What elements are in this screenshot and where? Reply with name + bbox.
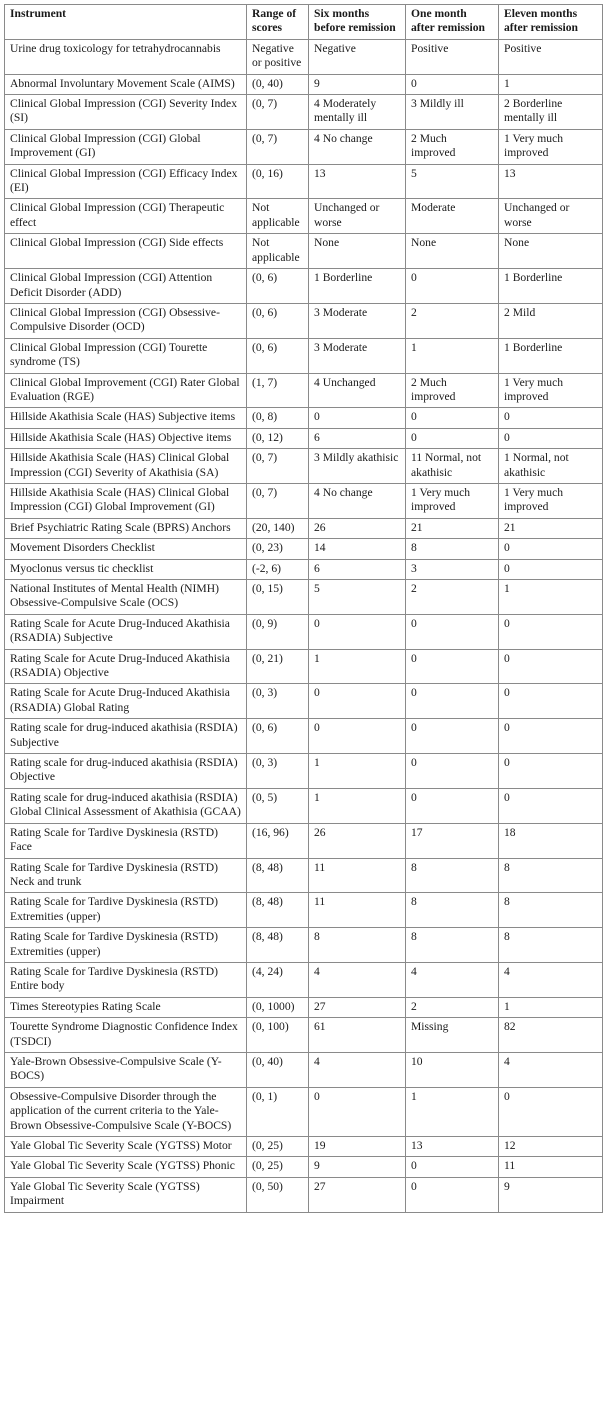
cell-instrument: Brief Psychiatric Rating Scale (BPRS) Anchors <box>5 518 247 538</box>
instrument-table-part-2 <box>4 373 603 1137</box>
cell-one-month-after: 5 <box>406 164 499 199</box>
table-row <box>5 373 603 408</box>
table-row <box>5 1137 603 1157</box>
cell-instrument: Clinical Global Impression (CGI) Side effects <box>5 234 247 269</box>
cell-range: (0, 40) <box>247 1052 309 1087</box>
cell-six-months-before: 4 No change <box>309 129 406 164</box>
cell-instrument: Yale Global Tic Severity Scale (YGTSS) Impairment <box>5 1177 247 1212</box>
cell-six-months-before: 26 <box>309 518 406 538</box>
table-row <box>5 338 603 373</box>
cell-eleven-months-after: 1 Borderline <box>499 269 603 304</box>
cell-instrument: Obsessive-Compulsive Disorder through the application of the current criteria to the Yale-Brown Obsessive-Compulsive Scale (Y-BOCS) <box>5 1087 247 1136</box>
cell-one-month-after: 4 <box>406 962 499 997</box>
cell-one-month-after: 1 <box>406 338 499 373</box>
cell-range: (0, 3) <box>247 684 309 719</box>
header-eleven-months-after: Eleven months after remission <box>499 5 603 40</box>
cell-instrument: Hillside Akathisia Scale (HAS) Subjective items <box>5 408 247 428</box>
cell-range: (0, 6) <box>247 338 309 373</box>
table-row <box>5 449 603 484</box>
cell-eleven-months-after: Unchanged or worse <box>499 199 603 234</box>
cell-one-month-after: 8 <box>406 858 499 893</box>
cell-eleven-months-after: 0 <box>499 754 603 789</box>
cell-instrument: Yale Global Tic Severity Scale (YGTSS) Motor <box>5 1137 247 1157</box>
cell-one-month-after: 0 <box>406 428 499 448</box>
cell-instrument: Urine drug toxicology for tetrahydrocannabis <box>5 39 247 74</box>
cell-one-month-after: 8 <box>406 539 499 559</box>
cell-one-month-after: 8 <box>406 928 499 963</box>
cell-six-months-before: 11 <box>309 893 406 928</box>
cell-one-month-after: 3 Mildly ill <box>406 95 499 130</box>
cell-one-month-after: 0 <box>406 408 499 428</box>
cell-one-month-after: 1 Very much improved <box>406 483 499 518</box>
table-row <box>5 823 603 858</box>
cell-six-months-before: 19 <box>309 1137 406 1157</box>
cell-range: (0, 8) <box>247 408 309 428</box>
cell-instrument: Clinical Global Impression (CGI) Attention Deficit Disorder (ADD) <box>5 269 247 304</box>
cell-range: (20, 140) <box>247 518 309 538</box>
cell-six-months-before: 1 Borderline <box>309 269 406 304</box>
cell-instrument: Rating scale for drug-induced akathisia (RSDIA) Global Clinical Assessment of Akathisia (GCAA) <box>5 788 247 823</box>
cell-one-month-after: Missing <box>406 1018 499 1053</box>
cell-eleven-months-after: 0 <box>499 559 603 579</box>
table-row <box>5 997 603 1017</box>
cell-one-month-after: 11 Normal, not akathisic <box>406 449 499 484</box>
table-row <box>5 483 603 518</box>
cell-range: (4, 24) <box>247 962 309 997</box>
cell-range: Not applicable <box>247 199 309 234</box>
cell-one-month-after: 10 <box>406 1052 499 1087</box>
cell-eleven-months-after: 0 <box>499 788 603 823</box>
table-row <box>5 614 603 649</box>
cell-eleven-months-after: 0 <box>499 684 603 719</box>
cell-eleven-months-after: 0 <box>499 408 603 428</box>
cell-six-months-before: 0 <box>309 719 406 754</box>
cell-one-month-after: 21 <box>406 518 499 538</box>
cell-range: (0, 5) <box>247 788 309 823</box>
table-row <box>5 649 603 684</box>
cell-range: (-2, 6) <box>247 559 309 579</box>
cell-eleven-months-after: 13 <box>499 164 603 199</box>
cell-one-month-after: 17 <box>406 823 499 858</box>
cell-instrument: Abnormal Involuntary Movement Scale (AIMS) <box>5 74 247 94</box>
cell-eleven-months-after: 4 <box>499 1052 603 1087</box>
cell-eleven-months-after: None <box>499 234 603 269</box>
cell-range: (0, 100) <box>247 1018 309 1053</box>
cell-one-month-after: 13 <box>406 1137 499 1157</box>
cell-one-month-after: 0 <box>406 269 499 304</box>
cell-eleven-months-after: 2 Borderline mentally ill <box>499 95 603 130</box>
instrument-table-part-3 <box>4 1136 603 1213</box>
cell-range: (0, 25) <box>247 1157 309 1177</box>
cell-range: (0, 12) <box>247 428 309 448</box>
cell-six-months-before: 11 <box>309 858 406 893</box>
table-row <box>5 303 603 338</box>
cell-range: (16, 96) <box>247 823 309 858</box>
cell-eleven-months-after: 11 <box>499 1157 603 1177</box>
cell-six-months-before: 5 <box>309 580 406 615</box>
cell-eleven-months-after: 2 Mild <box>499 303 603 338</box>
cell-eleven-months-after: 0 <box>499 1087 603 1136</box>
cell-range: (0, 16) <box>247 164 309 199</box>
cell-six-months-before: Unchanged or worse <box>309 199 406 234</box>
cell-eleven-months-after: 21 <box>499 518 603 538</box>
cell-eleven-months-after: 0 <box>499 719 603 754</box>
cell-instrument: Yale Global Tic Severity Scale (YGTSS) Phonic <box>5 1157 247 1177</box>
header-instrument: Instrument <box>5 5 247 40</box>
cell-one-month-after: 0 <box>406 1157 499 1177</box>
cell-eleven-months-after: 4 <box>499 962 603 997</box>
cell-range: (0, 1000) <box>247 997 309 1017</box>
cell-six-months-before: 0 <box>309 684 406 719</box>
cell-six-months-before: 4 <box>309 1052 406 1087</box>
cell-six-months-before: 3 Mildly akathisic <box>309 449 406 484</box>
cell-eleven-months-after: 82 <box>499 1018 603 1053</box>
cell-eleven-months-after: 1 Borderline <box>499 338 603 373</box>
cell-instrument: Hillside Akathisia Scale (HAS) Objective items <box>5 428 247 448</box>
cell-one-month-after: 3 <box>406 559 499 579</box>
cell-eleven-months-after: 1 <box>499 997 603 1017</box>
cell-eleven-months-after: 12 <box>499 1137 603 1157</box>
table-row <box>5 962 603 997</box>
cell-instrument: National Institutes of Mental Health (NIMH) Obsessive-Compulsive Scale (OCS) <box>5 580 247 615</box>
cell-range: (1, 7) <box>247 373 309 408</box>
table-row <box>5 269 603 304</box>
cell-one-month-after: 0 <box>406 1177 499 1212</box>
cell-range: (8, 48) <box>247 858 309 893</box>
cell-instrument: Clinical Global Impression (CGI) Global Improvement (GI) <box>5 129 247 164</box>
cell-range: (0, 25) <box>247 1137 309 1157</box>
cell-range: (0, 21) <box>247 649 309 684</box>
cell-one-month-after: 2 <box>406 997 499 1017</box>
table-row <box>5 74 603 94</box>
table-body-part-3 <box>5 1137 603 1213</box>
table-row <box>5 1087 603 1136</box>
table-body-part-1 <box>5 39 603 373</box>
cell-instrument: Myoclonus versus tic checklist <box>5 559 247 579</box>
cell-eleven-months-after: 0 <box>499 428 603 448</box>
cell-instrument: Clinical Global Impression (CGI) Tourette syndrome (TS) <box>5 338 247 373</box>
cell-range: (0, 7) <box>247 483 309 518</box>
cell-range: (0, 40) <box>247 74 309 94</box>
cell-six-months-before: 14 <box>309 539 406 559</box>
cell-eleven-months-after: Positive <box>499 39 603 74</box>
cell-instrument: Yale-Brown Obsessive-Compulsive Scale (Y-BOCS) <box>5 1052 247 1087</box>
instrument-scores-sheet <box>4 4 602 1213</box>
cell-eleven-months-after: 0 <box>499 539 603 559</box>
table-row <box>5 719 603 754</box>
cell-instrument: Rating Scale for Acute Drug-Induced Akathisia (RSADIA) Global Rating <box>5 684 247 719</box>
cell-one-month-after: 0 <box>406 614 499 649</box>
cell-six-months-before: 8 <box>309 928 406 963</box>
table-row <box>5 95 603 130</box>
cell-one-month-after: 0 <box>406 649 499 684</box>
cell-one-month-after: 0 <box>406 788 499 823</box>
cell-eleven-months-after: 8 <box>499 928 603 963</box>
cell-range: (0, 50) <box>247 1177 309 1212</box>
cell-one-month-after: 0 <box>406 684 499 719</box>
cell-eleven-months-after: 0 <box>499 649 603 684</box>
cell-six-months-before: 4 Moderately mentally ill <box>309 95 406 130</box>
cell-six-months-before: Negative <box>309 39 406 74</box>
cell-range: (0, 7) <box>247 129 309 164</box>
cell-eleven-months-after: 1 <box>499 580 603 615</box>
cell-range: (0, 6) <box>247 303 309 338</box>
cell-six-months-before: 3 Moderate <box>309 338 406 373</box>
cell-range: (0, 9) <box>247 614 309 649</box>
table-row <box>5 684 603 719</box>
cell-instrument: Rating Scale for Tardive Dyskinesia (RSTD) Entire body <box>5 962 247 997</box>
cell-one-month-after: 1 <box>406 1087 499 1136</box>
cell-six-months-before: 4 No change <box>309 483 406 518</box>
cell-eleven-months-after: 0 <box>499 614 603 649</box>
cell-instrument: Clinical Global Impression (CGI) Obsessive-Compulsive Disorder (OCD) <box>5 303 247 338</box>
cell-range: (0, 15) <box>247 580 309 615</box>
table-row <box>5 408 603 428</box>
cell-six-months-before: 0 <box>309 614 406 649</box>
cell-one-month-after: 0 <box>406 74 499 94</box>
table-row <box>5 1052 603 1087</box>
cell-instrument: Clinical Global Impression (CGI) Severity Index (SI) <box>5 95 247 130</box>
header-range-of-scores: Range of scores <box>247 5 309 40</box>
cell-range: (0, 3) <box>247 754 309 789</box>
cell-six-months-before: 9 <box>309 74 406 94</box>
cell-instrument: Hillside Akathisia Scale (HAS) Clinical Global Impression (CGI) Global Improvement (GI) <box>5 483 247 518</box>
table-row <box>5 754 603 789</box>
cell-one-month-after: None <box>406 234 499 269</box>
cell-instrument: Rating scale for drug-induced akathisia (RSDIA) Subjective <box>5 719 247 754</box>
table-row <box>5 580 603 615</box>
cell-range: (0, 6) <box>247 269 309 304</box>
table-row <box>5 1157 603 1177</box>
cell-one-month-after: 2 <box>406 580 499 615</box>
cell-six-months-before: 1 <box>309 754 406 789</box>
cell-one-month-after: Positive <box>406 39 499 74</box>
cell-range: (8, 48) <box>247 928 309 963</box>
cell-range: (0, 23) <box>247 539 309 559</box>
cell-six-months-before: 61 <box>309 1018 406 1053</box>
cell-one-month-after: Moderate <box>406 199 499 234</box>
table-row <box>5 428 603 448</box>
cell-six-months-before: 0 <box>309 408 406 428</box>
cell-six-months-before: 3 Moderate <box>309 303 406 338</box>
cell-eleven-months-after: 8 <box>499 858 603 893</box>
cell-one-month-after: 2 Much improved <box>406 373 499 408</box>
table-row <box>5 518 603 538</box>
cell-range: (0, 7) <box>247 95 309 130</box>
cell-range: (0, 1) <box>247 1087 309 1136</box>
table-row <box>5 893 603 928</box>
cell-instrument: Clinical Global Impression (CGI) Efficacy Index (EI) <box>5 164 247 199</box>
cell-instrument: Movement Disorders Checklist <box>5 539 247 559</box>
cell-six-months-before: 27 <box>309 1177 406 1212</box>
table-row <box>5 39 603 74</box>
cell-six-months-before: 4 Unchanged <box>309 373 406 408</box>
cell-eleven-months-after: 9 <box>499 1177 603 1212</box>
cell-eleven-months-after: 8 <box>499 893 603 928</box>
cell-range: Not applicable <box>247 234 309 269</box>
cell-six-months-before: 26 <box>309 823 406 858</box>
cell-instrument: Rating scale for drug-induced akathisia (RSDIA) Objective <box>5 754 247 789</box>
cell-eleven-months-after: 1 Normal, not akathisic <box>499 449 603 484</box>
cell-instrument: Rating Scale for Tardive Dyskinesia (RSTD) Face <box>5 823 247 858</box>
cell-eleven-months-after: 1 Very much improved <box>499 129 603 164</box>
cell-instrument: Hillside Akathisia Scale (HAS) Clinical Global Impression (CGI) Severity of Akathisia (SA) <box>5 449 247 484</box>
table-row <box>5 1018 603 1053</box>
cell-eleven-months-after: 18 <box>499 823 603 858</box>
cell-six-months-before: 13 <box>309 164 406 199</box>
table-row <box>5 199 603 234</box>
cell-instrument: Times Stereotypies Rating Scale <box>5 997 247 1017</box>
instrument-table-part-1 <box>4 4 603 374</box>
table-row <box>5 788 603 823</box>
cell-six-months-before: 1 <box>309 788 406 823</box>
cell-one-month-after: 0 <box>406 719 499 754</box>
cell-instrument: Tourette Syndrome Diagnostic Confidence Index (TSDCI) <box>5 1018 247 1053</box>
cell-six-months-before: 1 <box>309 649 406 684</box>
cell-eleven-months-after: 1 Very much improved <box>499 483 603 518</box>
table-row <box>5 234 603 269</box>
cell-range: (0, 6) <box>247 719 309 754</box>
cell-six-months-before: 4 <box>309 962 406 997</box>
cell-instrument: Clinical Global Impression (CGI) Therapeutic effect <box>5 199 247 234</box>
table-row <box>5 1177 603 1212</box>
cell-instrument: Clinical Global Improvement (CGI) Rater Global Evaluation (RGE) <box>5 373 247 408</box>
cell-one-month-after: 2 <box>406 303 499 338</box>
cell-instrument: Rating Scale for Acute Drug-Induced Akathisia (RSADIA) Objective <box>5 649 247 684</box>
cell-range: (8, 48) <box>247 893 309 928</box>
cell-range: Negative or positive <box>247 39 309 74</box>
cell-six-months-before: 27 <box>309 997 406 1017</box>
table-row <box>5 164 603 199</box>
cell-one-month-after: 0 <box>406 754 499 789</box>
table-row <box>5 858 603 893</box>
cell-instrument: Rating Scale for Tardive Dyskinesia (RSTD) Extremities (upper) <box>5 893 247 928</box>
table-body-part-2 <box>5 373 603 1136</box>
cell-instrument: Rating Scale for Tardive Dyskinesia (RSTD) Neck and trunk <box>5 858 247 893</box>
cell-six-months-before: 9 <box>309 1157 406 1177</box>
cell-range: (0, 7) <box>247 449 309 484</box>
cell-eleven-months-after: 1 <box>499 74 603 94</box>
cell-one-month-after: 8 <box>406 893 499 928</box>
table-row <box>5 539 603 559</box>
cell-six-months-before: 6 <box>309 428 406 448</box>
cell-instrument: Rating Scale for Acute Drug-Induced Akathisia (RSADIA) Subjective <box>5 614 247 649</box>
cell-eleven-months-after: 1 Very much improved <box>499 373 603 408</box>
header-one-month-after: One month after remission <box>406 5 499 40</box>
cell-six-months-before: 6 <box>309 559 406 579</box>
table-row <box>5 559 603 579</box>
cell-six-months-before: 0 <box>309 1087 406 1136</box>
header-six-months-before: Six months before remission <box>309 5 406 40</box>
cell-one-month-after: 2 Much improved <box>406 129 499 164</box>
header-row <box>5 5 603 40</box>
cell-instrument: Rating Scale for Tardive Dyskinesia (RSTD) Extremities (upper) <box>5 928 247 963</box>
cell-six-months-before: None <box>309 234 406 269</box>
table-row <box>5 129 603 164</box>
table-row <box>5 928 603 963</box>
